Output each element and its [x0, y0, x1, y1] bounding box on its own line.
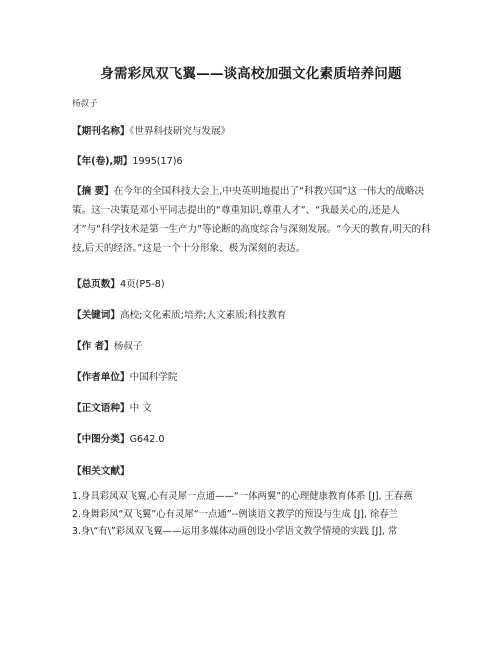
field-journal-value: 《世界科技研究与发展》	[129, 126, 231, 137]
field-keywords	[72, 306, 432, 325]
field-clc-value: G642.0	[129, 434, 165, 445]
field-author-label: 【作 者】	[72, 341, 114, 352]
field-abstract	[72, 182, 432, 258]
ref-item[interactable]: 2.身舞彩凤“双飞翼”心有灵犀“一点通”--例谈语文教学的预设与生成 [J], 徐春兰	[72, 508, 399, 520]
field-pages	[72, 275, 432, 294]
field-author	[72, 337, 432, 356]
field-keywords-label: 【关键词】	[72, 310, 120, 321]
field-language-label: 【正文语种】	[72, 403, 130, 414]
field-year-value: 1995(17)6	[132, 156, 183, 167]
field-abstract-label: 【摘 要】	[72, 186, 114, 197]
field-keywords-value: 高校;文化素质;培养;人文素质;科技教育	[119, 310, 287, 321]
field-language	[72, 399, 432, 418]
field-affiliation-value: 中国科学院	[129, 372, 178, 383]
field-year	[72, 152, 432, 171]
field-year-label: 【年(卷),期】	[72, 156, 133, 167]
field-affiliation-label: 【作者单位】	[72, 372, 130, 383]
field-pages-label: 【总页数】	[72, 279, 120, 290]
field-clc	[72, 430, 432, 449]
field-author-value: 杨叔子	[113, 341, 143, 352]
field-abstract-value: 在今年的全国科技大会上,中央英明地提出了“科教兴国”这一伟大的战略决策。这一决策是邓小平同志提出的“尊重知识,尊重人才”、“我最关心的,还是人才”与“科学技术是第一生产力”等论断的高度综合与深刻发展。“今天的教育,明天的科技,后天的经济。”这是一个十分形象、极为深刻的表达。	[72, 186, 431, 254]
field-clc-label: 【中图分类】	[72, 434, 130, 445]
field-journal	[72, 122, 432, 141]
field-affiliation	[72, 368, 432, 387]
field-pages-value: 4页(P5-8)	[119, 279, 165, 290]
related-refs-list	[72, 488, 432, 541]
ref-item[interactable]: 1.身具彩凤双飞翼,心有灵犀一点通——“一体两翼”的心理健康教育体系 [J], 王春燕	[72, 491, 413, 502]
field-language-value: 中 文	[129, 403, 152, 414]
author-byline: 杨叔子	[72, 99, 98, 109]
document-title: 身需彩凤双飞翼——谈高校加强文化素质培养问题	[100, 66, 402, 82]
related-refs-heading: 【相关文献】	[72, 466, 130, 477]
field-journal-label: 【期刊名称】	[72, 126, 130, 137]
ref-item[interactable]: 3.身\“有\”彩凤双飞翼——运用多媒体动画创设小学语文教学情境的实践 [J], 常	[72, 526, 398, 537]
